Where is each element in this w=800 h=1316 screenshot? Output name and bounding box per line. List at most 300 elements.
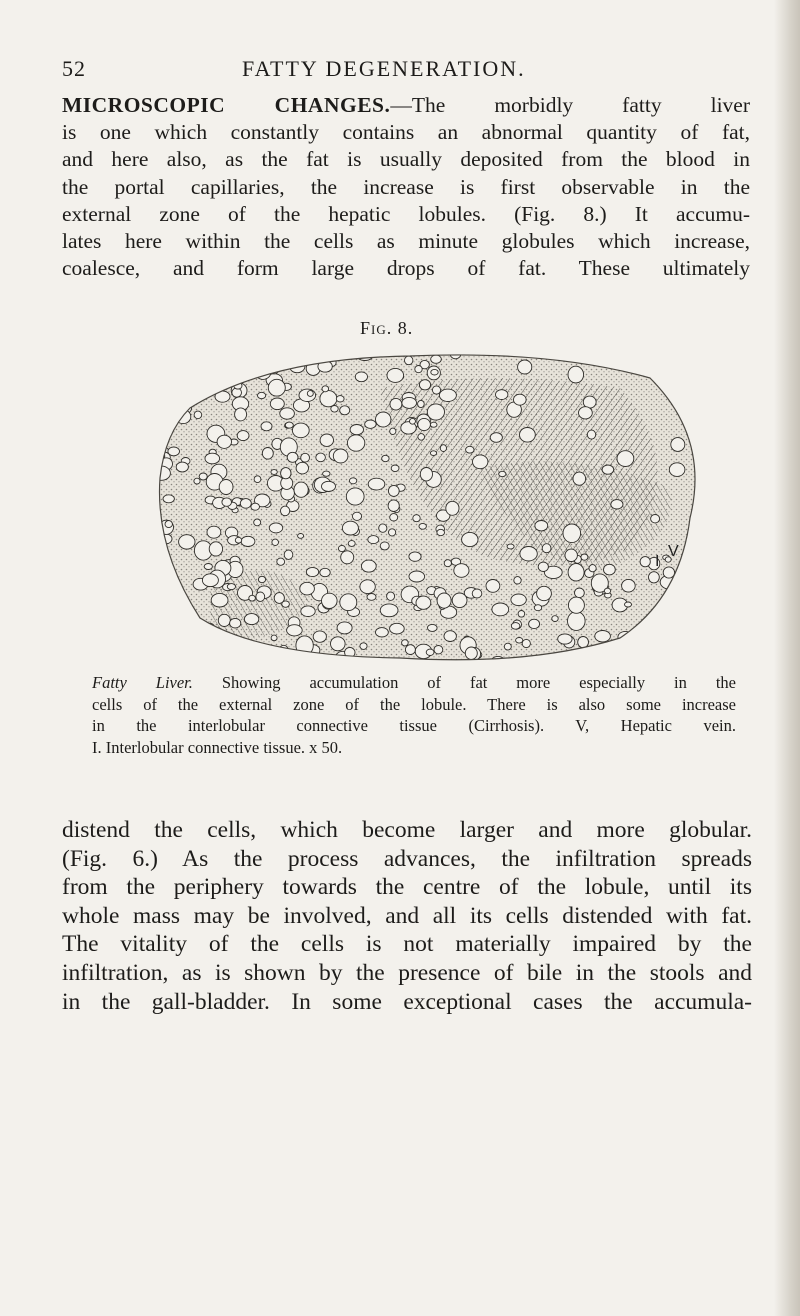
fat-globule — [446, 501, 459, 515]
fat-globule — [428, 624, 438, 631]
fat-globule — [618, 631, 633, 642]
fat-globule — [604, 564, 616, 575]
fat-globule — [514, 394, 527, 405]
fat-globule — [568, 366, 584, 383]
fat-globule — [194, 411, 202, 419]
fat-globule — [292, 423, 309, 438]
fat-globule — [454, 564, 469, 578]
fat-globule — [231, 348, 247, 362]
fat-globule — [376, 628, 389, 637]
fat-globule — [205, 453, 220, 464]
fat-globule — [520, 428, 536, 443]
fat-globule — [665, 381, 681, 394]
fat-globule — [581, 554, 588, 560]
fat-globule — [482, 660, 494, 666]
fat-globule — [340, 406, 350, 415]
fat-globule — [346, 488, 364, 505]
fat-globule — [465, 647, 477, 659]
fat-globule — [534, 352, 541, 358]
fat-globule — [150, 394, 163, 409]
fat-globule — [516, 638, 523, 644]
fat-globule — [568, 597, 584, 613]
paragraph-line: The vitality of the cells is not materially impaired by the — [62, 931, 752, 958]
fat-globule — [490, 433, 502, 443]
fat-globule — [693, 448, 704, 459]
fat-globule — [694, 487, 706, 499]
fat-globule — [568, 564, 584, 581]
fat-globule — [349, 478, 356, 484]
fat-globule — [322, 481, 336, 491]
fat-globule — [287, 452, 298, 462]
fat-globule — [260, 654, 270, 664]
fat-globule — [462, 532, 478, 546]
fat-globule — [584, 660, 591, 666]
fat-globule — [202, 574, 218, 587]
fat-globule — [535, 521, 548, 531]
fat-globule — [418, 418, 431, 430]
fat-globule — [300, 582, 315, 595]
fat-globule — [160, 411, 169, 421]
fat-globule — [306, 348, 316, 358]
fat-globule — [382, 348, 393, 355]
fat-globule — [578, 650, 595, 666]
fat-globule — [347, 435, 364, 451]
fat-globule — [218, 614, 230, 626]
caption-line-rest: Showing accumulation of fat more especially in the — [192, 673, 736, 692]
fat-globule — [207, 526, 221, 538]
fat-globule — [197, 358, 212, 375]
lobule-tissue — [150, 348, 706, 666]
fat-globule — [388, 500, 399, 512]
fat-globule — [589, 565, 596, 572]
fat-globule — [281, 506, 290, 516]
fat-globule — [240, 357, 247, 362]
fat-globule — [518, 360, 532, 374]
paragraph-line: is one which constantly contains an abnormal quantity of fat, — [62, 120, 750, 145]
fat-globule — [695, 477, 706, 490]
fat-globule — [296, 656, 308, 666]
fat-globule — [268, 379, 285, 396]
paragraph-distend — [62, 816, 752, 1016]
fat-globule — [558, 634, 572, 644]
fat-globule — [219, 480, 233, 495]
fat-globule — [287, 625, 303, 636]
fat-globule — [301, 606, 315, 617]
fat-globule — [387, 592, 395, 600]
fat-globule — [298, 534, 304, 539]
fat-globule — [217, 435, 231, 448]
fat-globule — [271, 470, 277, 475]
fat-globule — [236, 349, 253, 366]
paragraph-line: (Fig. 6.) As the process advances, the infiltration spreads — [62, 845, 752, 872]
fat-globule — [316, 453, 326, 462]
fat-globule — [270, 398, 284, 410]
fat-globule — [281, 468, 291, 479]
fat-globule — [537, 586, 552, 600]
fat-globule — [368, 478, 385, 490]
fat-globule — [426, 649, 434, 655]
fat-globule — [573, 472, 586, 485]
fat-globule — [175, 625, 183, 631]
fat-globule — [492, 603, 509, 616]
fat-globule — [402, 640, 409, 646]
fat-globule — [409, 571, 425, 582]
fat-globule — [262, 448, 273, 460]
fat-globule — [690, 616, 701, 627]
fat-globule — [249, 595, 256, 601]
fat-globule — [306, 567, 318, 576]
fat-globule — [388, 485, 399, 496]
section-heading: MICROSCOPIC CHANGES. — [62, 93, 391, 117]
fat-globule — [390, 623, 405, 634]
caption-line — [92, 672, 736, 694]
fat-globule — [150, 499, 156, 507]
fat-globule — [274, 593, 284, 604]
fat-globule — [418, 434, 425, 441]
fat-globule — [651, 515, 660, 523]
fat-globule — [333, 449, 348, 463]
fat-globule — [622, 579, 636, 592]
fat-globule — [687, 371, 694, 377]
caption-title: Fatty Liver. — [92, 673, 193, 692]
fat-globule — [181, 604, 190, 614]
fat-globule — [690, 651, 697, 658]
fat-globule — [431, 369, 438, 375]
fat-globule — [291, 348, 306, 358]
fat-globule — [671, 438, 685, 452]
fat-globule — [193, 387, 204, 398]
fat-globule — [307, 391, 313, 397]
fat-globule — [150, 543, 154, 549]
fat-globule — [409, 552, 421, 561]
fat-globule — [326, 656, 343, 666]
fat-globule — [405, 356, 413, 365]
fat-globule — [150, 597, 163, 611]
fat-globule — [156, 390, 170, 404]
fat-globule — [269, 523, 282, 533]
fat-globule — [402, 397, 417, 408]
fat-globule — [390, 428, 396, 434]
fat-globule — [186, 651, 199, 663]
fat-globule — [352, 512, 361, 520]
paragraph-line: and here also, as the fat is usually deposited from the blood in — [62, 147, 750, 172]
fat-globule — [165, 352, 182, 371]
fat-globule — [192, 366, 200, 373]
paragraph-line: whole mass may be involved, and all its cells distended with fat. — [62, 902, 752, 929]
fat-globule — [610, 656, 626, 666]
fat-globule — [390, 514, 398, 521]
fat-globule — [323, 471, 330, 476]
fat-globule — [440, 445, 446, 452]
fat-globule — [391, 465, 399, 472]
fat-globule — [504, 643, 511, 650]
fat-globule — [653, 644, 662, 653]
fat-globule — [617, 451, 634, 467]
fat-globule — [153, 385, 163, 394]
fat-globule — [430, 422, 437, 427]
fat-globule — [416, 596, 431, 609]
paragraph-line: external zone of the hepatic lobules. (Fig. 8.) It accumu- — [62, 201, 750, 226]
fat-globule — [331, 406, 338, 413]
fat-globule — [322, 386, 329, 392]
fat-globule — [179, 535, 195, 549]
fat-globule — [297, 656, 305, 665]
fat-globule — [254, 476, 261, 483]
fat-globule — [431, 355, 442, 363]
fat-globule — [235, 537, 241, 543]
fat-globule — [609, 655, 617, 661]
fat-globule — [579, 407, 593, 419]
fat-globule — [452, 593, 467, 608]
fat-globule — [518, 658, 528, 666]
fat-globule — [340, 594, 357, 611]
fat-globule — [552, 616, 558, 622]
fat-globule — [341, 551, 354, 564]
fat-globule — [211, 593, 228, 607]
running-title: FATTY DEGENERATION. — [242, 56, 526, 81]
fat-globule — [150, 578, 165, 594]
fat-globule — [159, 351, 176, 365]
fat-globule — [348, 541, 355, 547]
fat-globule — [621, 348, 629, 352]
fat-globule — [227, 584, 235, 590]
fat-globule — [663, 348, 677, 355]
fat-globule — [649, 572, 660, 583]
fat-globule — [575, 588, 585, 598]
paragraph-line: coalesce, and form large drops of fat. These ultimately — [62, 256, 750, 281]
fat-globule — [178, 351, 193, 363]
fat-globule — [387, 368, 404, 382]
fat-globule — [518, 611, 525, 618]
fat-globule — [150, 443, 156, 453]
fatty-liver-illustration — [150, 348, 706, 666]
fat-globule — [284, 550, 293, 559]
fat-globule — [215, 382, 223, 389]
fat-globule — [427, 404, 444, 420]
fat-globule — [382, 455, 389, 461]
fat-globule — [355, 372, 367, 382]
fat-globule — [190, 638, 199, 647]
fat-globule — [152, 352, 163, 363]
fat-globule — [199, 473, 207, 480]
fat-globule — [692, 543, 706, 557]
fat-globule — [604, 588, 610, 593]
figure-label: Fig. 8. — [360, 318, 414, 338]
fat-globule — [588, 646, 604, 661]
fat-globule — [514, 577, 521, 584]
fat-globule — [405, 645, 415, 655]
fat-globule — [331, 637, 346, 651]
fat-globule — [694, 600, 704, 608]
fat-globule — [258, 392, 266, 398]
figure-caption — [92, 672, 736, 758]
fat-globule — [230, 618, 241, 628]
fat-globule — [663, 567, 674, 578]
fat-globule — [272, 539, 279, 545]
fat-globule — [256, 592, 265, 601]
fat-globule — [472, 589, 482, 598]
fat-globule — [568, 612, 586, 631]
fat-globule — [437, 529, 445, 535]
fat-globule — [655, 647, 669, 658]
fat-globule — [176, 462, 188, 472]
fat-globule — [199, 373, 206, 380]
fat-globule — [415, 366, 422, 373]
fat-globule — [151, 407, 157, 412]
fat-globule — [444, 631, 456, 642]
paragraph-line — [62, 92, 750, 119]
heading-line-rest: —The morbidly fatty liver — [390, 93, 750, 117]
fat-globule — [360, 580, 375, 594]
fat-globule — [254, 519, 261, 526]
fat-globule — [336, 396, 344, 402]
caption-line: cells of the external zone of the lobule. There is also some increase — [92, 694, 736, 714]
fat-globule — [542, 544, 551, 553]
fat-globule — [496, 390, 508, 400]
fat-globule — [194, 478, 200, 484]
fat-globule — [611, 500, 623, 509]
fat-globule — [430, 451, 436, 456]
fat-globule — [150, 351, 158, 358]
fat-globule — [361, 560, 376, 572]
fat-globule — [322, 593, 338, 608]
fat-globule — [642, 656, 654, 664]
fat-globule — [602, 465, 614, 474]
fat-globule — [168, 447, 180, 456]
fat-globule — [350, 425, 363, 435]
fat-globule — [640, 557, 650, 567]
fat-globule — [302, 348, 313, 354]
page-edge-shadow — [774, 0, 800, 1316]
fat-globule — [175, 626, 189, 636]
page-number: 52 — [62, 56, 86, 81]
fat-globule — [246, 370, 256, 380]
fat-globule — [296, 462, 308, 474]
paragraph-line: in the gall-bladder. In some exceptional cases the accumula- — [62, 988, 752, 1015]
figure-engraving — [150, 348, 706, 666]
fat-globule — [650, 653, 656, 658]
fat-globule — [679, 619, 692, 629]
fat-globule — [534, 605, 541, 611]
fat-globule — [450, 348, 461, 359]
fat-globule — [313, 631, 326, 642]
fat-globule — [150, 348, 159, 359]
fat-globule — [261, 422, 272, 431]
fat-globule — [237, 431, 249, 441]
fat-globule — [418, 400, 425, 407]
fat-globule — [209, 542, 222, 556]
fat-globule — [235, 408, 247, 421]
fat-globule — [693, 586, 702, 593]
fat-globule — [150, 408, 158, 418]
fat-globule — [380, 604, 398, 617]
fat-globule — [222, 498, 232, 506]
fat-globule — [202, 651, 217, 663]
paragraph-line: infiltration, as is shown by the presence of bile in the stools and — [62, 959, 752, 986]
fat-globule — [192, 391, 200, 397]
fat-globule — [380, 542, 389, 550]
fat-globule — [553, 653, 565, 662]
fat-globule — [205, 623, 215, 633]
fat-globule — [625, 602, 632, 607]
fat-globule — [150, 654, 159, 665]
fat-globule — [499, 471, 506, 476]
fat-globule — [419, 380, 430, 390]
fat-globule — [152, 625, 164, 634]
fat-globule — [656, 370, 666, 380]
fat-globule — [522, 639, 530, 647]
running-head — [62, 56, 712, 86]
fat-globule — [664, 600, 679, 612]
paragraph-line: lates here within the cells as minute globules which increase, — [62, 229, 750, 254]
fat-globule — [320, 568, 330, 576]
fat-globule — [390, 398, 402, 410]
fat-globule — [595, 631, 611, 642]
fat-globule — [294, 482, 308, 497]
fat-globule — [694, 506, 702, 514]
fat-globule — [444, 560, 451, 567]
fat-globule — [360, 643, 367, 650]
fat-globule — [320, 391, 337, 407]
fat-globule — [439, 389, 456, 401]
fat-globule — [244, 614, 258, 625]
fat-globule — [466, 446, 474, 453]
figure-mark-v: V — [668, 543, 679, 560]
fat-globule — [413, 515, 420, 522]
fat-globule — [367, 594, 376, 601]
paragraph-line: the portal capillaries, the increase is first observable in the — [62, 174, 750, 199]
fat-globule — [155, 597, 161, 603]
fat-globule — [337, 622, 352, 634]
fat-globule — [419, 523, 426, 529]
fat-globule — [437, 593, 451, 608]
paragraph-line: distend the cells, which become larger and more globular. — [62, 817, 752, 843]
fat-globule — [320, 434, 333, 446]
fat-globule — [368, 536, 379, 544]
fat-globule — [338, 545, 345, 551]
fat-globule — [271, 635, 277, 641]
fat-globule — [204, 564, 212, 570]
fat-globule — [676, 596, 689, 609]
fat-globule — [410, 418, 416, 424]
fat-globule — [277, 558, 285, 565]
fat-globule — [511, 623, 520, 630]
fat-globule — [165, 521, 172, 528]
paragraph-line: from the periphery towards the centre of the lobule, until its — [62, 874, 752, 901]
fat-globule — [258, 576, 265, 582]
fat-globule — [150, 477, 156, 486]
fat-globule — [587, 430, 595, 439]
figure-mark-i: I — [655, 553, 660, 570]
fat-globule — [280, 408, 295, 419]
fat-globule — [152, 596, 167, 607]
fat-globule — [538, 562, 548, 571]
fat-globule — [565, 549, 577, 561]
fat-globule — [179, 372, 196, 390]
caption-line: I. Interlobular connective tissue. x 50. — [92, 737, 343, 757]
fat-globule — [376, 412, 391, 427]
fat-globule — [529, 619, 540, 628]
fat-globule — [511, 594, 526, 606]
fat-globule — [233, 638, 251, 653]
fat-globule — [379, 524, 387, 532]
fat-globule — [163, 495, 174, 503]
fat-globule — [301, 453, 310, 462]
fat-globule — [342, 521, 358, 535]
fat-globule — [251, 503, 260, 510]
fat-globule — [507, 544, 514, 549]
fat-globule — [520, 547, 537, 561]
